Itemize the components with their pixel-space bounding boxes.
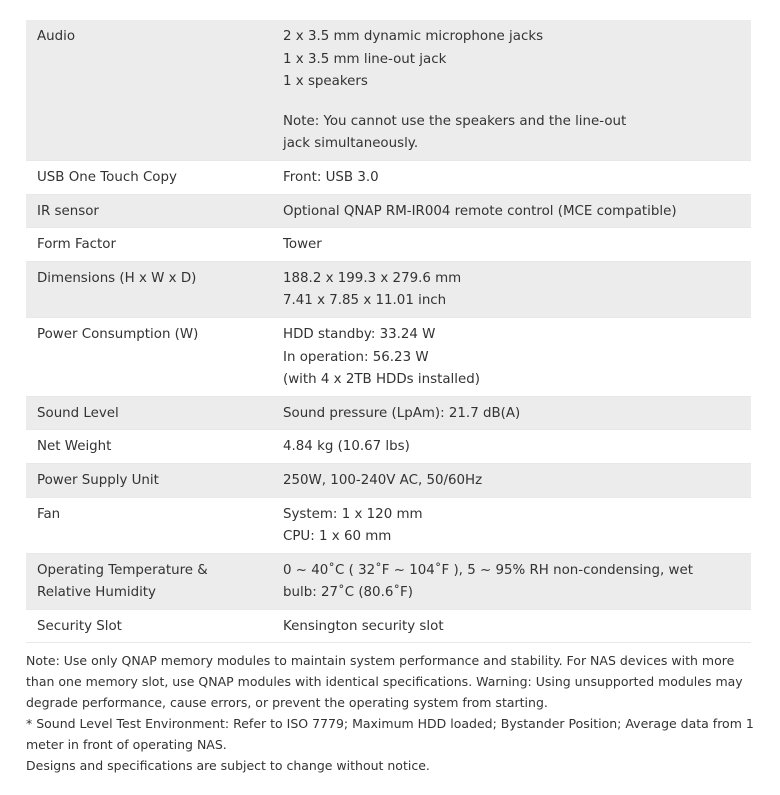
spec-value-line: HDD standby: 33.24 W (283, 326, 436, 342)
spec-value-line: 2 x 3.5 mm dynamic microphone jacks (283, 29, 544, 44)
spec-value-line: In operation: 56.23 W (283, 349, 429, 365)
spec-value (283, 553, 751, 609)
spec-row-security-slot (26, 609, 751, 643)
spec-label: Audio (37, 29, 76, 44)
spec-row-net-weight (26, 430, 751, 464)
spec-value (283, 261, 751, 317)
spec-row-sound-level (26, 396, 751, 430)
spec-value-line: 1 x 3.5 mm line-out jack (283, 51, 447, 67)
spec-row-usb (26, 160, 751, 194)
spec-value-line: Tower (283, 237, 322, 253)
change-notice: Designs and specifications are subject to change without notice. (26, 758, 430, 773)
spec-value-note: Note: You cannot use the speakers and the line-out jack simultaneously. (283, 113, 627, 152)
spec-value-line: Front: USB 3.0 (283, 169, 379, 185)
spec-value-line: 7.41 x 7.85 x 11.01 inch (283, 293, 447, 309)
spec-value (283, 396, 751, 430)
spec-row-power-consumption (26, 317, 751, 396)
spec-label (26, 553, 283, 609)
spec-label: Dimensions (H x W x D) (37, 270, 197, 286)
spec-label: Fan (37, 506, 61, 522)
spec-value (283, 160, 751, 194)
spec-label-text: Operating Temperature & Relative Humidity (37, 562, 208, 601)
spec-value-line: 0 ~ 40˚C ( 32˚F ~ 104˚F ), 5 ~ 95% RH non-condensing, wet bulb: 27˚C (80.6˚F) (283, 562, 693, 601)
spec-table (26, 20, 751, 643)
spec-row-power-supply (26, 463, 751, 497)
spec-value-line: 1 x speakers (283, 74, 368, 90)
spec-value-line: 4.84 kg (10.67 lbs) (283, 439, 410, 455)
spec-value-line: 188.2 x 199.3 x 279.6 mm (283, 270, 462, 286)
spec-row-audio (26, 20, 751, 160)
spec-value-line: Optional QNAP RM-IR004 remote control (MCE compatible) (283, 203, 677, 219)
spec-value-line: (with 4 x 2TB HDDs installed) (283, 372, 480, 388)
spec-row-ir-sensor (26, 194, 751, 228)
spec-label: Power Supply Unit (37, 472, 159, 488)
spec-value-line: Kensington security slot (283, 618, 444, 634)
footnotes (26, 650, 756, 776)
spec-value (283, 497, 751, 553)
spec-value (283, 20, 751, 160)
spec-label: USB One Touch Copy (37, 169, 177, 185)
spec-label: Sound Level (37, 405, 119, 421)
memory-note: Note: Use only QNAP memory modules to maintain system performance and stability. For NAS devices with more than one memory slot, use QNAP modules with identical specifications. Warning: Using unsupported modules may degrade performance, cause errors, or prevent the operating system from starting. (26, 653, 743, 710)
spec-value (283, 317, 751, 396)
spec-label: Form Factor (37, 237, 116, 253)
spec-value-line: 250W, 100-240V AC, 50/60Hz (283, 472, 483, 488)
spec-value-line: Sound pressure (LpAm): 21.7 dB(A) (283, 405, 521, 421)
sound-level-note: * Sound Level Test Environment: Refer to ISO 7779; Maximum HDD loaded; Bystander Position; Average data from 1 meter in front of operating NAS. (26, 716, 754, 752)
spec-label: Power Consumption (W) (37, 326, 199, 342)
spec-row-fan (26, 497, 751, 553)
spec-label: Security Slot (37, 618, 122, 634)
spec-value (283, 430, 751, 464)
spec-row-operating-temperature (26, 553, 751, 609)
spec-value-line: System: 1 x 120 mm (283, 506, 423, 522)
spec-value (283, 194, 751, 228)
spec-row-form-factor (26, 228, 751, 262)
spec-value (283, 463, 751, 497)
spec-label: Net Weight (37, 439, 112, 455)
spec-label: IR sensor (37, 203, 99, 219)
spec-row-dimensions (26, 261, 751, 317)
spec-value (283, 228, 751, 262)
spec-value-line: CPU: 1 x 60 mm (283, 529, 392, 545)
spec-value (283, 609, 751, 643)
